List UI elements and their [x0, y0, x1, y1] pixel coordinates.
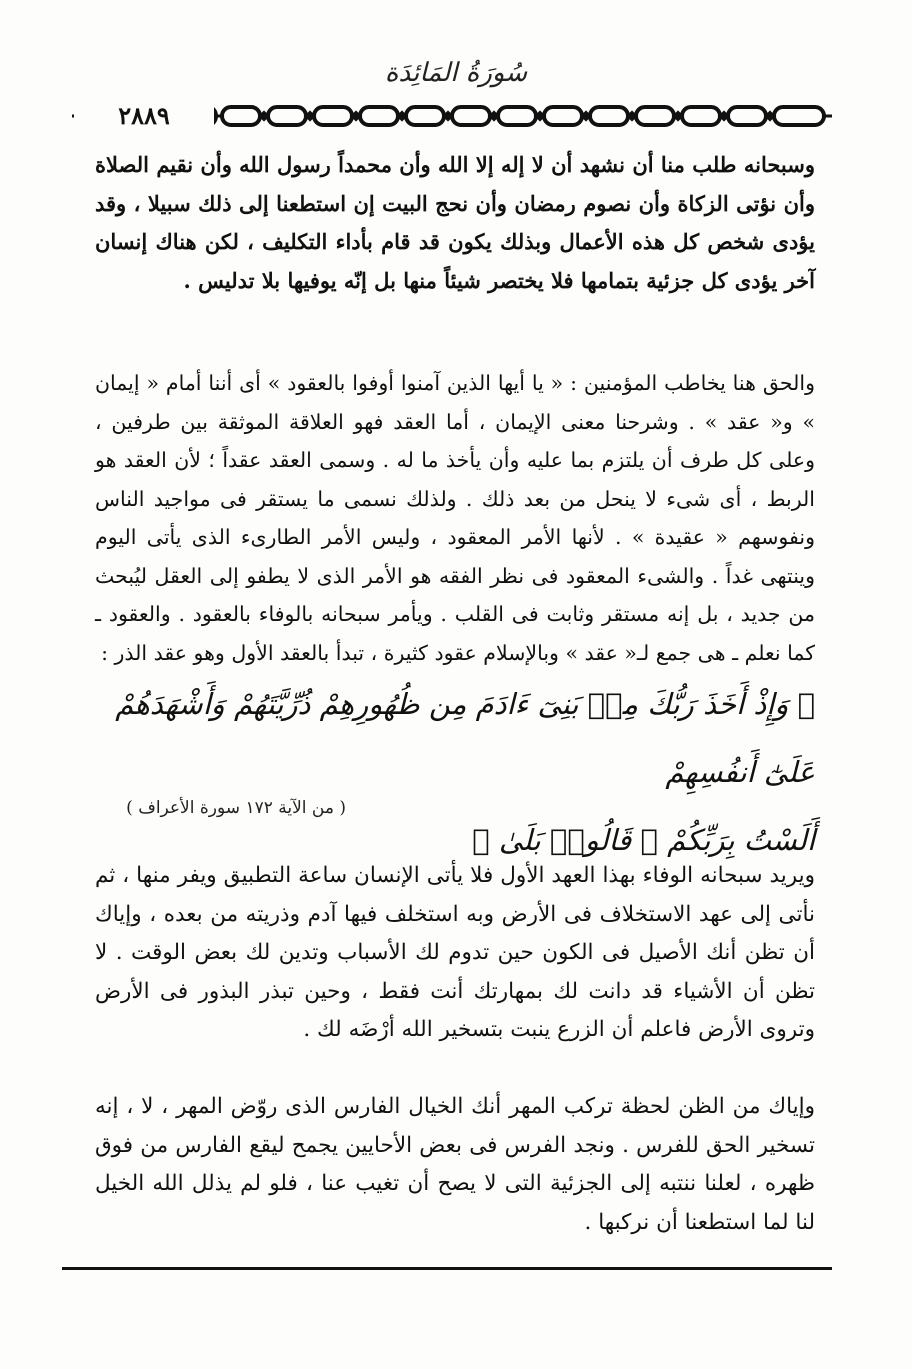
verse-reference: ( من الآية ١٧٢ سورة الأعراف )	[126, 798, 346, 818]
quran-verse	[115, 670, 815, 874]
verse-line-2: أَلَسْتُ بِرَبِّكُمْ ۖ قَالُوا۟ بَلَىٰ ﴾	[472, 823, 815, 857]
paragraph-4: وإياك من الظن لحظة تركب المهر أنك الخيال الفارس الذى روّض المهر ، لا ، إنه تسخير الحق للفرس . ونجد الفرس فى بعض الأحايين يجمح ليقع الفارس من فوق ظهره ، لعلنا ننتبه إلى الجزئية التى لا يصح أن تغيب عنا ، فلو لم يذلل الله الخيل لنا لما استطعنا أن نركبها .	[95, 1094, 815, 1235]
verse-line-1: ﴿ وَإِذْ أَخَذَ رَبُّكَ مِنۢ بَنِىٓ ءَادَمَ مِن ظُهُورِهِمْ ذُرِّيَّتَهُمْ وَأَشْهَدَهُمْ عَلَىٰٓ أَنفُسِهِمْ	[115, 687, 815, 789]
page-number: ٢٨٨٩	[74, 100, 214, 132]
paragraph-2: والحق هنا يخاطب المؤمنين : « يا أيها الذين آمنوا أوفوا بالعقود » أى أننا أمام « إيمان » و« عقد » . وشرحنا معنى الإيمان ، أما العقد فهو العلاقة الموثقة بين طرفين ، وعلى كل طرف أن يلتزم بما عليه وأن يأخذ ما له . وسمى العقد عقداً ؛ لأن العقد هو الربط ، أى شىء لا ينحل من بعد ذلك . ولذلك نسمى ما يستقر فى مواجيد الناس ونفوسهم « عقيدة » . لأنها الأمر المعقود ، وليس الأمر الطارىء الذى يأتى اليوم وينتهى غداً . والشىء المعقود فى نظر الفقه هو الأمر الذى لا يطفو إلى العقل ليُبحث من جديد ، بل إنه مستقر وثابت فى القلب . ويأمر سبحانه بالوفاء بالعقود . والعقود ـ كما نعلم ـ هى جمع لـ« عقد » وبالإسلام عقود كثيرة ، تبدأ بالعقد الأول وهو عقد الذر :	[95, 371, 815, 665]
footer-rule	[62, 1267, 832, 1270]
paragraph-1: وسبحانه طلب منا أن نشهد أن لا إله إلا الله وأن محمداً رسول الله وأن نقيم الصلاة وأن نؤتى الزكاة وأن نصوم رمضان وأن نحج البيت إن استطعنا إلى ذلك سبيلا ، وقد يؤدى شخص كل هذه الأعمال وبذلك يكون قد قام بأداء التكليف ، لكن هناك إنسان آخر يؤدى كل جزئية بتمامها فلا يختصر شيئاً منها بل إنّه يوفيها بلا تدليس .	[95, 152, 815, 293]
surah-title: سُورَةُ المَائِدَة	[384, 58, 528, 88]
paragraph-3: ويريد سبحانه الوفاء بهذا العهد الأول فلا يأتى الإنسان ساعة التطبيق ويفر منها ، ثم نأتى إلى عهد الاستخلاف فى الأرض وبه استخلف فيها آدم وذريته من بعده ، وإياك أن تظن أنك الأصيل فى الكون حين تدوم لك الأسباب وتدين لك بعض الوقت . لا تظن أن الأشياء قد دانت لك بمهارتك أنت فقط ، وحين تبذر البذور فى الأرض وتروى الأرض فاعلم أن الزرع ينبت بتسخير الله أرْضَه لك .	[95, 863, 815, 1042]
